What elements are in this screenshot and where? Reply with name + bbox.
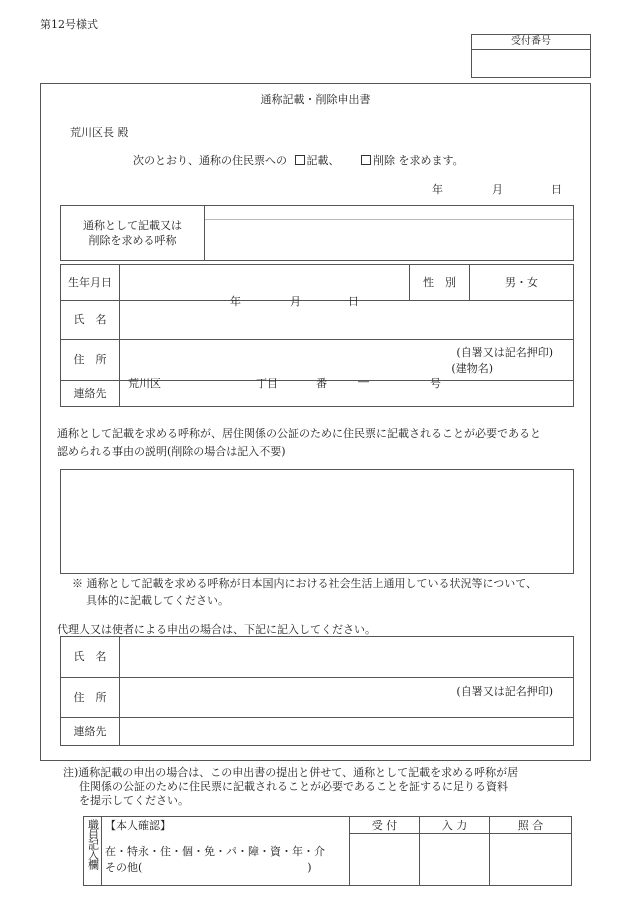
request-suffix: を求めます。	[398, 154, 464, 167]
date-day-label: 日	[551, 183, 562, 196]
check-stamp-cell[interactable]	[490, 834, 572, 886]
address-dash: ―	[358, 375, 369, 388]
name-label: 氏 名	[61, 301, 120, 340]
register-checkbox[interactable]	[295, 155, 305, 165]
receipt-col-label: 受 付	[350, 817, 420, 834]
agent-address-label: 住 所	[61, 678, 120, 718]
receipt-number-label: 受付番号	[472, 35, 590, 50]
identity-other: その他( )	[105, 861, 312, 874]
request-prefix: 次のとおり、通称の住民票への	[133, 154, 287, 167]
delete-option-label: 削除	[372, 154, 395, 167]
explanation-note: ※ 通称として記載を求める呼称が日本国内における社会生活上通用している状況等について、 具体的に記載してください。	[72, 577, 538, 607]
signature-note: (自署又は記名押印)	[456, 346, 553, 359]
form-title: 通称記載・削除申出書	[260, 93, 371, 106]
agent-table	[60, 636, 574, 746]
date-month-label: 月	[492, 183, 503, 196]
contact-label: 連絡先	[61, 381, 120, 407]
address-ward: 荒川区	[128, 377, 161, 390]
birth-year-label: 年	[230, 294, 241, 308]
input-col-label: 入 力	[420, 817, 490, 834]
staff-table	[83, 816, 572, 886]
delete-checkbox[interactable]	[361, 155, 371, 165]
input-stamp-cell[interactable]	[420, 834, 490, 886]
check-col-label: 照 合	[490, 817, 572, 834]
contact-input-cell[interactable]	[120, 381, 574, 407]
agent-contact-label: 連絡先	[61, 718, 120, 746]
form-number: 第12号様式	[40, 18, 98, 31]
agent-signature-note: (自署又は記名押印)	[456, 685, 553, 698]
alias-furigana-line	[205, 206, 573, 220]
birth-input-cell[interactable]	[120, 265, 410, 308]
alias-label: 通称として記載又は 削除を求める呼称	[61, 206, 205, 261]
birth-label: 生年月日	[61, 265, 120, 301]
agent-contact-input[interactable]	[120, 718, 574, 746]
alias-input-cell[interactable]	[205, 206, 574, 261]
addressee: 荒川区長 殿	[70, 126, 129, 139]
staff-side-label-cell	[84, 817, 102, 886]
name-input-cell[interactable]	[120, 301, 574, 359]
register-option-label: 記載、	[306, 154, 340, 167]
date-year-label: 年	[432, 183, 443, 196]
address-label: 住 所	[61, 340, 120, 381]
explanation-textarea[interactable]	[60, 469, 574, 574]
receipt-number-box	[471, 34, 591, 78]
address-chome: 丁目	[256, 377, 278, 390]
applicant-table	[60, 264, 574, 407]
building-note: (建物名)	[451, 362, 493, 375]
agent-intro: 代理人又は使者による申出の場合は、下記に記入してください。	[57, 623, 376, 636]
staff-side-label: 職員記入欄	[86, 819, 100, 869]
request-sentence	[133, 152, 464, 168]
explanation-prompt: 通称として記載を求める呼称が、居住関係の公証のために住民票に記載されることが必要であると 認められる事由の説明(削除の場合は記入不要)	[57, 427, 541, 458]
identity-doc-list: 在・特永・住・個・免・パ・障・資・年・介	[105, 845, 325, 858]
agent-name-input[interactable]	[120, 637, 574, 698]
address-go: 号	[430, 377, 441, 390]
agent-name-label: 氏 名	[61, 637, 120, 678]
receipt-stamp-cell[interactable]	[350, 834, 420, 886]
footnote: 注)通称記載の申出の場合は、この申出書の提出と併せて、通称として記載を求める呼称が居 住関係の公証のために住民票に記載されることが必要であることを証するに足りる資料 を提示してください。	[63, 766, 519, 807]
address-ban: 番	[316, 377, 327, 390]
gender-label: 性 別	[410, 265, 470, 301]
birth-day-label: 日	[348, 294, 359, 308]
alias-table	[60, 205, 574, 261]
identity-check-label: 【本人確認】	[105, 819, 171, 832]
identity-check-cell	[102, 817, 350, 886]
birth-month-label: 月	[290, 294, 301, 308]
gender-value[interactable]: 男・女	[470, 265, 574, 301]
